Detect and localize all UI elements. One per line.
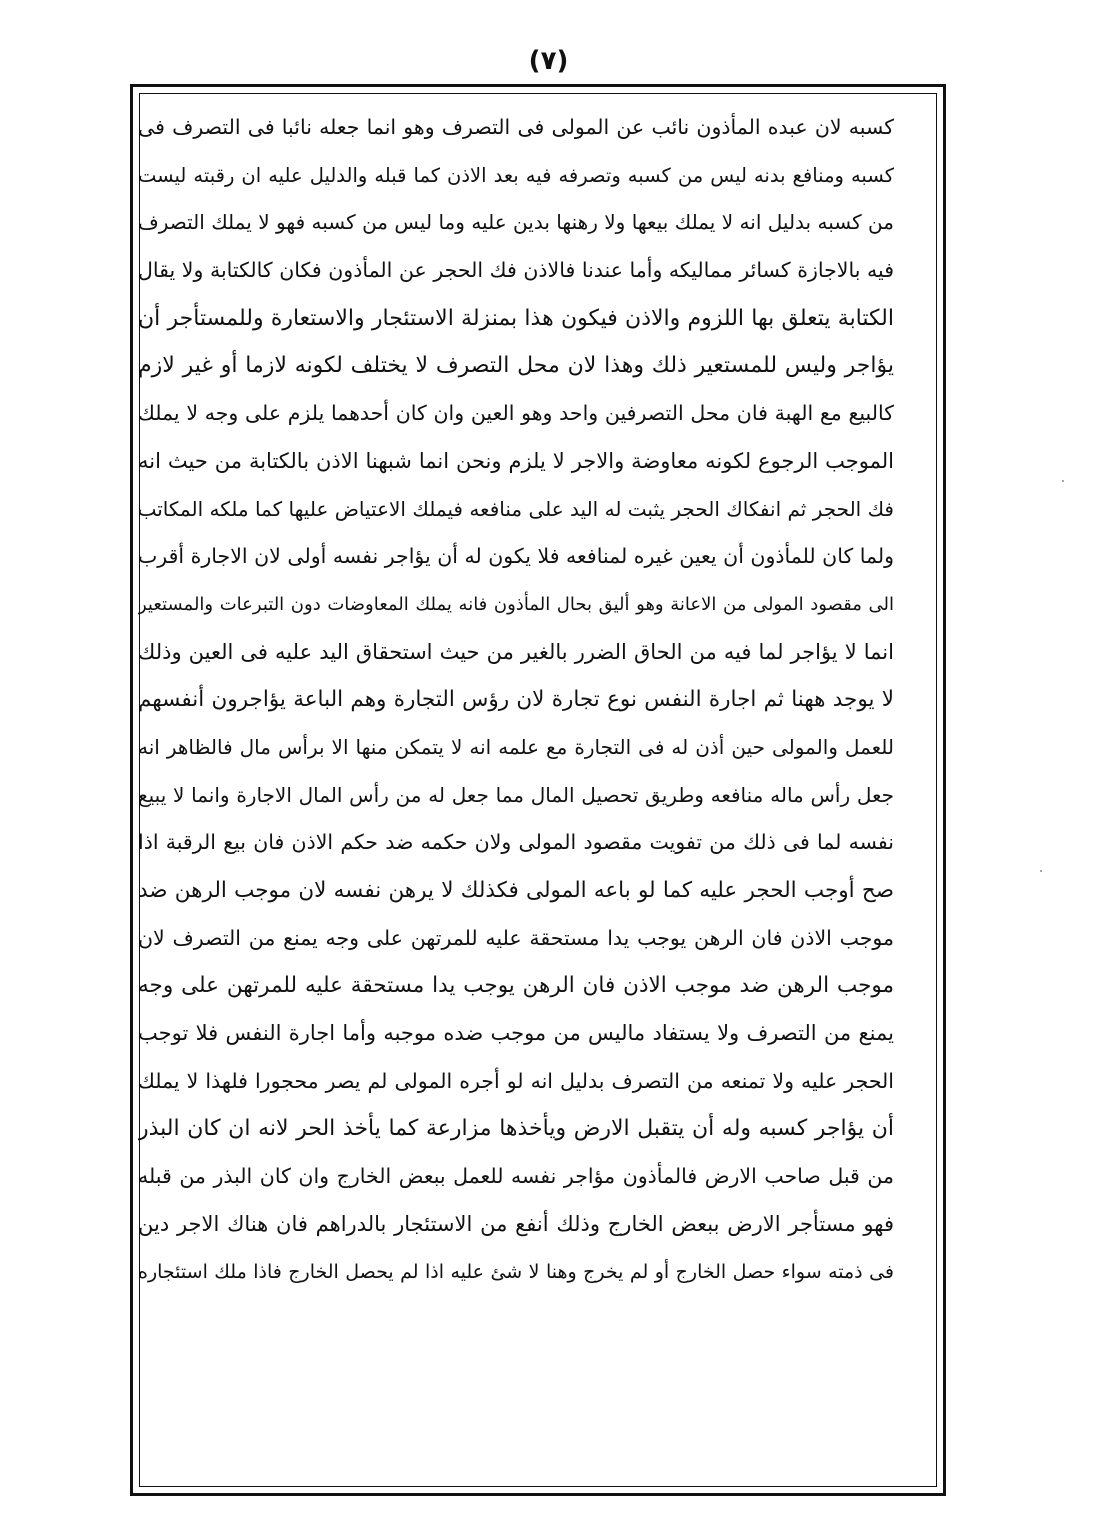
text-line: كسبه لان عبده المأذون نائب عن المولى فى التصرف وهو انما جعله نائبا فى التصرف فى	[138, 115, 894, 139]
text-line: الكتابة يتعلق بها اللزوم والاذن فيكون هذا بمنزلة الاستئجار والاستعارة وللمستأجر أن	[138, 305, 894, 331]
text-line: كالبيع مع الهبة فان محل التصرفين واحد وهو العين وان كان أحدهما يلزم على وجه لا يملك	[138, 401, 894, 426]
text-line: من كسبه بدليل انه لا يملك بيعها ولا رهنها بدين عليه وما ليس من كسبه فهو لا يملك التصرف	[138, 210, 894, 235]
text-line: أن يؤاجر كسبه وله أن يتقبل الارض ويأخذها مزارعة كما يأخذ الحر لانه ان كان البذر	[138, 1116, 894, 1142]
text-line: الى مقصود المولى من الاعانة وهو أليق بحال المأذون فانه يملك المعاوضات دون التبرعات والمستعير	[138, 593, 894, 615]
text-line: لا يوجد ههنا ثم اجارة النفس نوع تجارة لان رؤس التجارة وهم الباعة يؤاجرون أنفسهم	[138, 687, 894, 713]
text-line: الموجب الرجوع لكونه معاوضة والاجر لا يلزم ونحن انما شبهنا الاذن بالكتابة من حيث انه	[138, 448, 894, 473]
text-line: الحجر عليه ولا تمنعه من التصرف بدليل انه لو أجره المولى لم يصر محجورا فلهذا لا يملك	[138, 1068, 894, 1093]
text-line: للعمل والمولى حين أذن له فى التجارة مع علمه انه لا يتمكن منها الا برأس مال فالظاهر انه	[138, 734, 894, 759]
text-line: موجب الاذن فان الرهن يوجب يدا مستحقة عليه للمرتهن على وجه يمنع من التصرف لان	[138, 925, 894, 950]
text-line: فك الحجر ثم انفكاك الحجر يثبت له اليد على منافعه فيملك الاعتياض عليها كما ملكه المكاتب	[138, 496, 894, 521]
text-line: فى ذمته سواء حصل الخارج أو لم يخرج وهنا لا شئ عليه اذا لم يحصل الخارج فاذا ملك استئجاره	[138, 1260, 894, 1283]
text-line: من قبل صاحب الارض فالمأذون مؤاجر نفسه للعمل ببعض الخارج وان كان البذر من قبله	[138, 1164, 894, 1189]
text-line: ولما كان للمأذون أن يعين غيره لمنافعه فلا يكون له أن يؤاجر نفسه أولى لان الاجارة أقرب	[138, 544, 894, 569]
text-line: نفسه لما فى ذلك من تفويت مقصود المولى ولان حكمه ضد حكم الاذن فان بيع الرقبة اذا	[138, 830, 894, 855]
text-line: موجب الرهن ضد موجب الاذن فان الرهن يوجب يدا مستحقة عليه للمرتهن على وجه	[138, 973, 894, 999]
text-line: فيه بالاجازة كسائر مماليكه وأما عندنا فالاذن فك الحجر عن المأذون فكان كالكتابة ولا يقال	[138, 258, 894, 283]
scan-speck	[1040, 870, 1042, 872]
text-line: انما لا يؤاجر لما فيه من الحاق الضرر بالغير من حيث استحقاق اليد عليه فى العين وذلك	[138, 639, 894, 664]
page-number: (٧)	[528, 46, 569, 76]
text-line: صح أوجب الحجر عليه كما لو باعه المولى فكذلك لا يرهن نفسه لان موجب الرهن ضد	[138, 878, 894, 903]
text-line: يؤاجر وليس للمستعير ذلك وهذا لان محل التصرف لا يختلف لكونه لازما أو غير لازم	[138, 353, 894, 379]
text-line: يمنع من التصرف ولا يستفاد ماليس من موجب ضده موجبه وأما اجارة النفس فلا توجب	[138, 1021, 894, 1046]
scan-speck	[1062, 480, 1064, 482]
body-text	[138, 104, 894, 1296]
text-line: كسبه ومنافع بدنه ليس من كسبه وتصرفه فيه بعد الاذن كما قبله والدليل عليه ان رقبته ليست	[138, 163, 894, 187]
text-line: فهو مستأجر الارض ببعض الخارج وذلك أنفع من الاستئجار بالدراهم فان هناك الاجر دين	[138, 1211, 894, 1236]
text-line: جعل رأس ماله منافعه وطريق تحصيل المال مما جعل له من رأس المال الاجارة وانما لا يبيع	[138, 782, 894, 807]
